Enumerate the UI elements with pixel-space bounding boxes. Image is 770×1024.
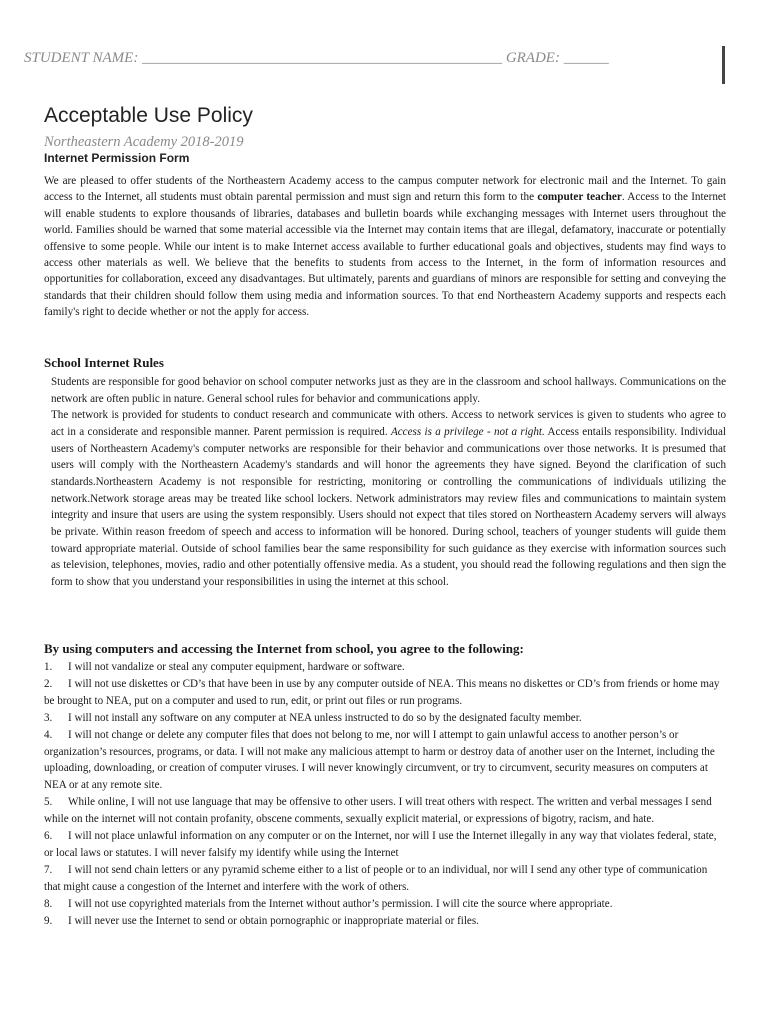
list-item-number: 4. (44, 728, 53, 741)
intro-text-2: . Access to the Internet will enable students to explore thousands of libraries, databases and bulletin boards while exchanging messages with Internet users throughout the world. Families should be warned that some material accessible via the Internet may contain items that are illegal, defamatory, inaccurate or potentially offensive to some people. While our intent is to make Internet access available to further educational goals and objectives, students may find ways to access other materials as well. We believe that the benefits to students from access to the Internet, in the form of information resources and opportunities for collaboration, exceed any disadvantages. But ultimately, parents and guardians of minors are responsible for setting and conveying the standards that their children should follow them using media and information sources. To that end Northeastern Academy supports and respects each family's right to decide whether or not the apply for access. (44, 191, 726, 319)
list-item-text: I will not use copyrighted materials from the Internet without author’s permission. I will cite the source where appropriate. (68, 897, 613, 910)
list-item (44, 659, 726, 676)
document-subtitle: Northeastern Academy 2018-2019 (44, 134, 244, 150)
list-item-number: 3. (44, 711, 53, 724)
intro-text-1: We are pleased to offer students of the Northeastern Academy access to the campus computer network for electronic mail and the Internet. To gain access to the Internet, all students must obtain parental permission and must sign and return this form to the (44, 175, 726, 204)
list-item (44, 828, 726, 862)
list-item-number: 5. (44, 796, 53, 809)
intro-bold-text: computer teacher (537, 191, 622, 204)
list-item-number: 2. (44, 677, 53, 690)
list-item-number: 1. (44, 661, 53, 673)
list-item (44, 913, 726, 930)
form-label: Internet Permission Form (44, 151, 190, 165)
list-item-number: 6. (44, 830, 53, 843)
agree-heading: By using computers and accessing the Internet from school, you agree to the following: (44, 641, 524, 656)
rules-text-3: Access entails responsibility. Individual users of Northeastern Academy's computer networks are responsible for their behavior and communications over those networks. It is presumed that users will comply with the Northeastern Academy's standards and will honor the agreements they have signed. Beyond the clarification of such standards.Northeastern Academy is not responsible for restricting, monitoring or controlling the communications of individuals utilizing the network.Network storage areas may be treated like school lockers. Network administrators may review files and communications to maintain system integrity and insure that users are using the system responsibly. Users should not expect that tiles stored on Northeastern Academy servers will always be private. Within reason freedom of speech and access to information will be honored. During school, teachers of younger students will guide them toward appropriate material. Outside of school families bear the same responsibility for such guidance as they exercise with information sources such as television, telephones, movies, radio and other potentially offensive media. As a student, you should read the following regulations and then sign the form to show that you understand your responsibilities in using the internet at this school. (51, 425, 726, 588)
list-item-text: I will not vandalize or steal any computer equipment, hardware or software. (68, 661, 405, 673)
list-item-text: I will not use diskettes or CD’s that have been in use by any computer outside of NEA. This means no diskettes or CD’s from friends or home may be brought to NEA, put on a computer and used to run, edit, or print out files or run programs. (44, 677, 720, 707)
list-item-text: While online, I will not use language that may be offensive to other users. I will treat others with respect. The written and verbal messages I send while on the internet will not contain profanity, obscene comments, sexually explicit material, or expressions of bigotry, racism, and hate. (44, 796, 712, 826)
list-item (44, 896, 726, 913)
list-item (44, 794, 726, 828)
agreement-list (44, 659, 726, 930)
list-item (44, 727, 726, 795)
student-name-grade-line: STUDENT NAME: ________________________________________________ GRADE: ______ (24, 50, 609, 66)
list-item (44, 710, 726, 727)
rules-italic-text: Access is a privilege - not a right. (390, 425, 545, 438)
list-item-number: 9. (44, 914, 53, 927)
rules-text-1: Students are responsible for good behavior on school computer networks just as they are in the classroom and school hallways. Communications on the network are often public in nature. General school rules for behavior and communications apply. (51, 376, 726, 405)
list-item-text: I will never use the Internet to send or obtain pornographic or inappropriate material or files. (68, 914, 479, 927)
list-item-number: 8. (44, 897, 53, 910)
rules-heading: School Internet Rules (44, 355, 164, 370)
rules-paragraph (51, 374, 726, 591)
list-item-text: I will not send chain letters or any pyramid scheme either to a list of people or to an individual, nor will I send any other type of communication that might cause a congestion of the Internet and interfere with the work of others. (44, 863, 708, 893)
list-item-text: I will not install any software on any computer at NEA unless instructed to do so by the designated faculty member. (68, 711, 582, 724)
list-item-text: I will not place unlawful information on any computer or on the Internet, nor will I use the Internet illegally in any way that violates federal, state, or local laws or statutes. I will never falsify my identify while using the Internet (44, 830, 717, 859)
list-item-number: 7. (44, 863, 53, 876)
document-title: Acceptable Use Policy (44, 104, 253, 127)
rules-text-2: The network is provided for students to conduct research and communicate with others. Access to network services is given to students who agree to act in a considerate and responsible manner. Parent permission is required. (51, 409, 726, 438)
list-item-text: I will not change or delete any computer files that does not belong to me, nor will I attempt to gain unlawful access to another person’s or organization’s resources, programs, or data. I will not make any malicious attempt to harm or destroy data of another user on the Internet, including the uploading, downloading, or creation of computer viruses. I will never knowingly circumvent, or try to circumvent, security measures on computers at NEA or at any remote site. (44, 728, 715, 792)
list-item (44, 862, 726, 896)
intro-paragraph (44, 173, 726, 321)
page-edge-mark (722, 46, 725, 84)
list-item (44, 676, 726, 710)
